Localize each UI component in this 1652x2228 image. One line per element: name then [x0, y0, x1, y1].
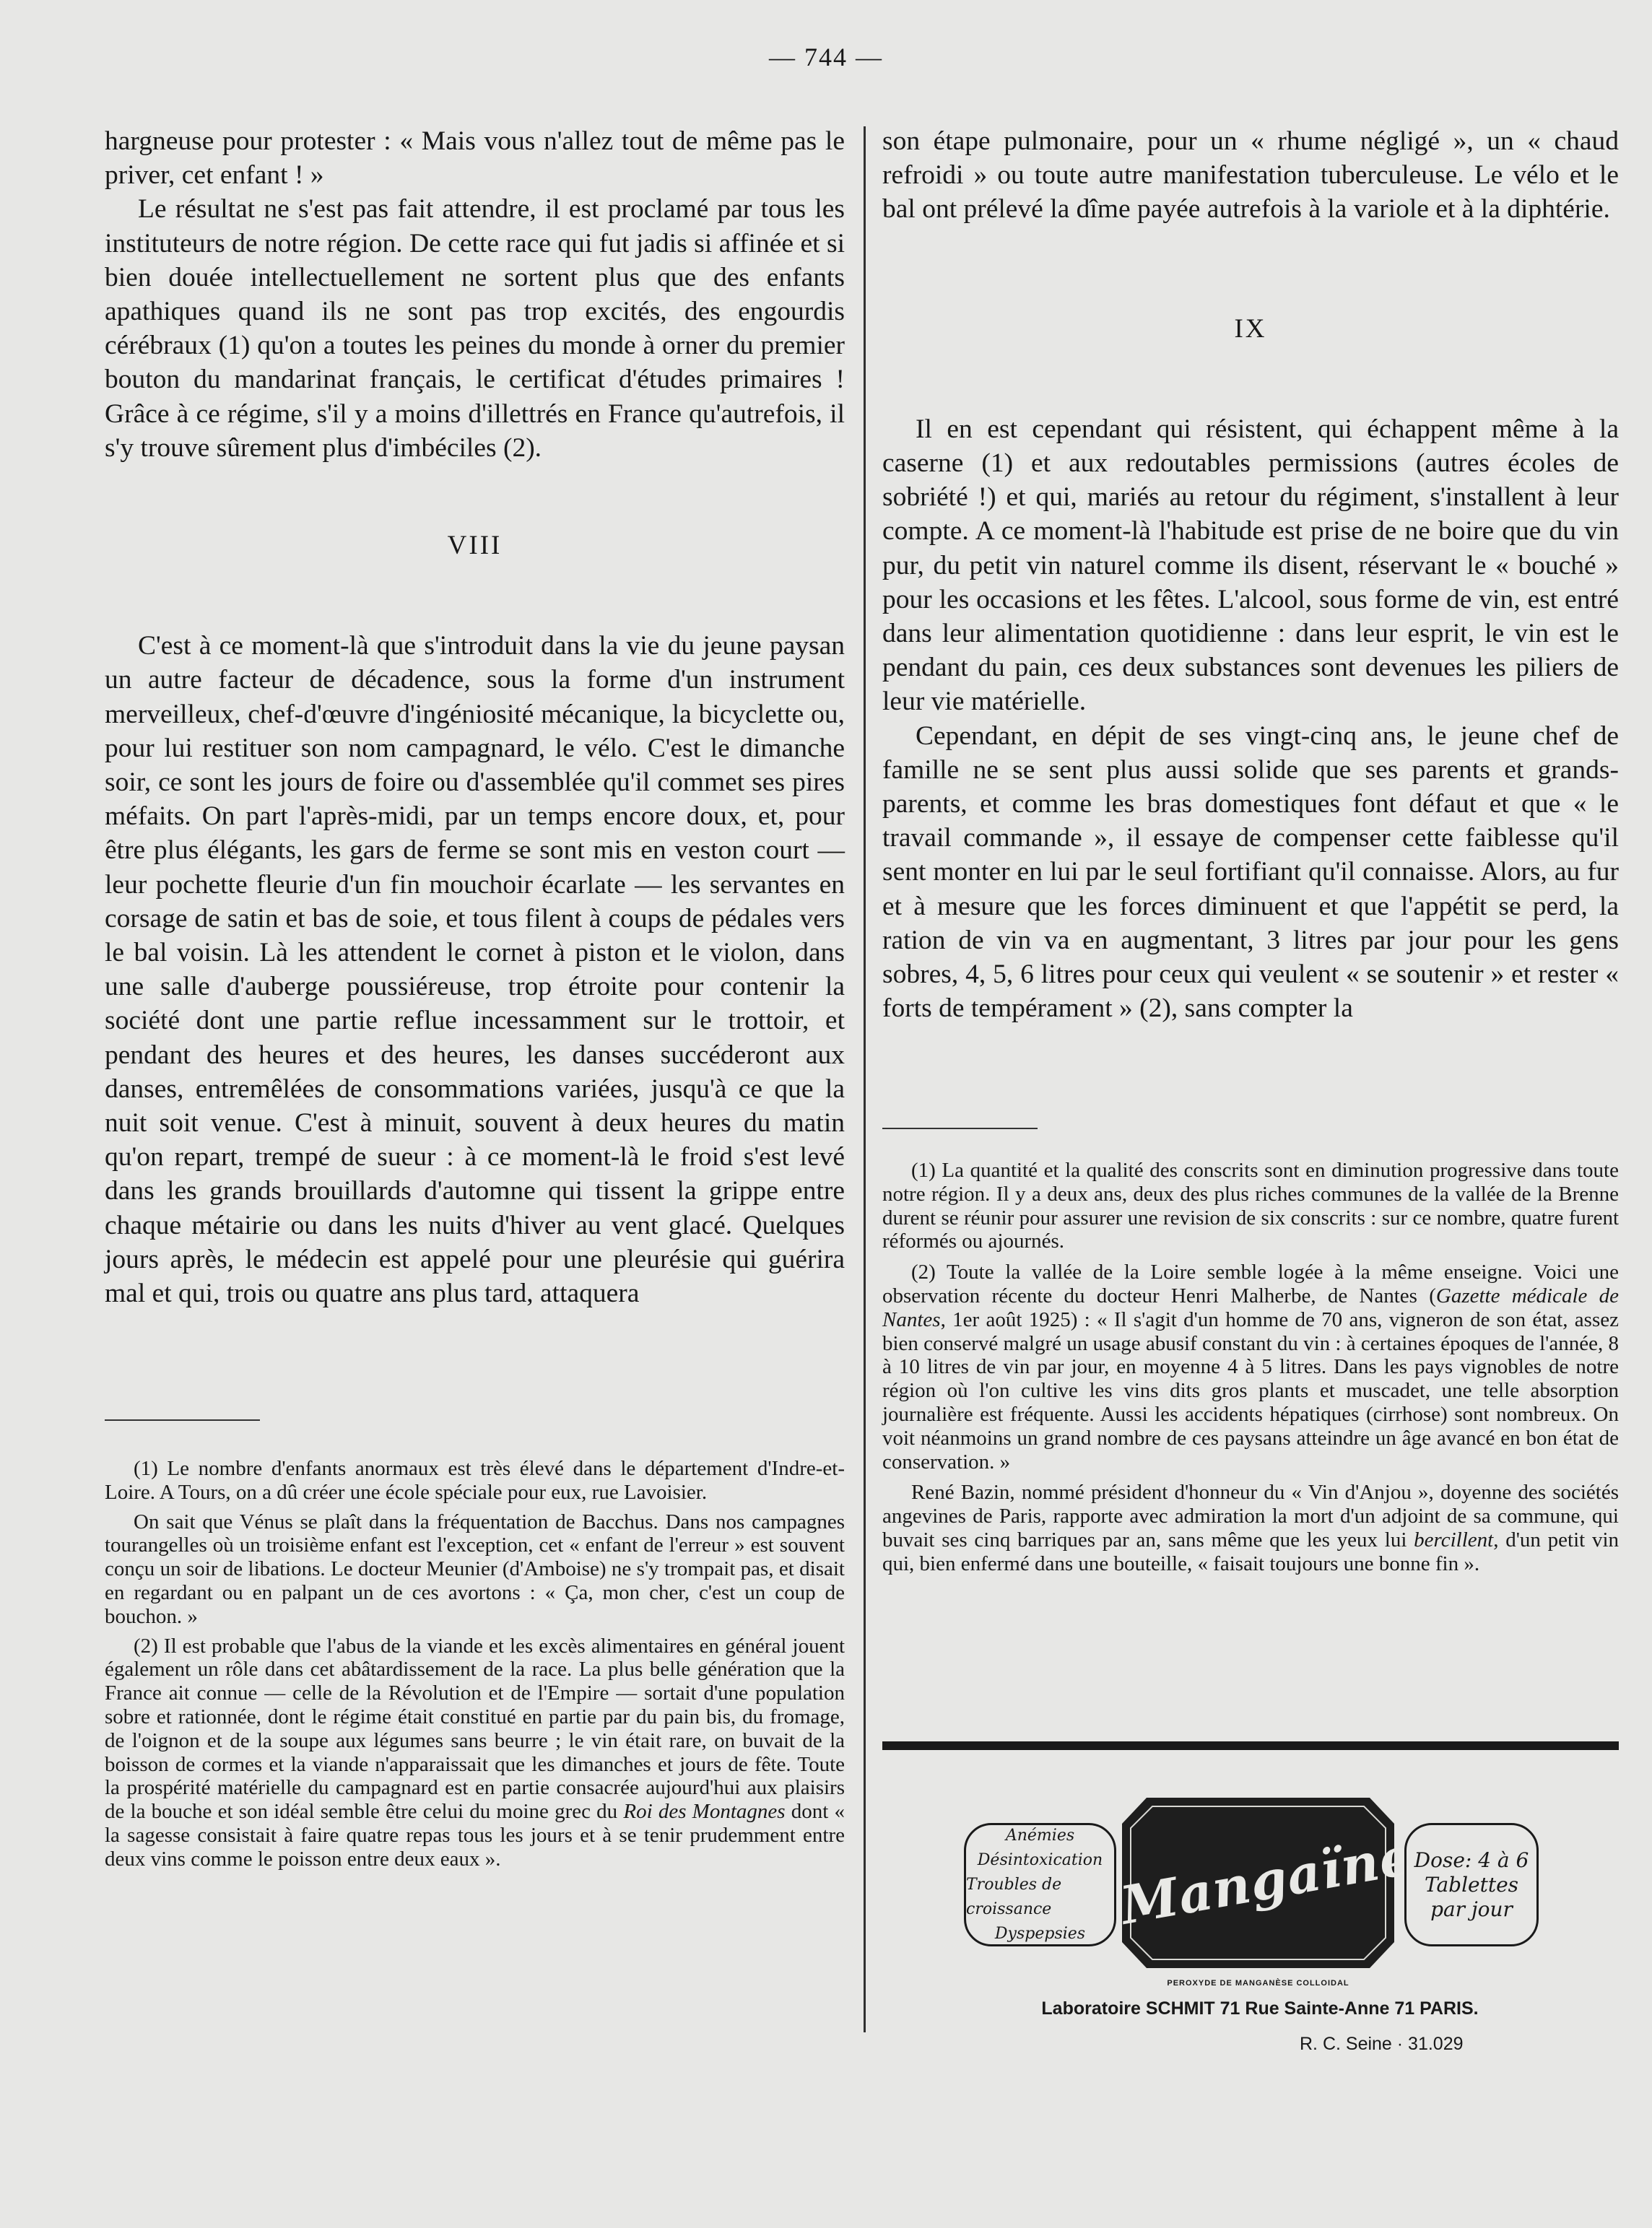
ad-dosage-line: par jour: [1430, 1897, 1513, 1921]
ad-indication: Troubles de croissance: [966, 1875, 1062, 1918]
page-number: — 744 —: [769, 43, 883, 71]
advertisement-top-rule: [882, 1741, 1619, 1750]
footnote-right-3-word: bercillent: [1414, 1528, 1494, 1552]
column-divider: [864, 126, 866, 2032]
footnote-right-2-a: (2) Toute la vallée de la Loire semble logée à la même enseigne. Voici une observation récente du docteur Henri Malherbe, de Nantes (: [882, 1261, 1619, 1307]
ad-indication: Désintoxication: [977, 1850, 1103, 1869]
ad-dosage-box: [1404, 1823, 1539, 1946]
paragraph-result: Le résultat ne s'est pas fait attendre, il est proclamé par tous les instituteurs de notre région. De cette race qui fut jadis si affinée et si bien douée intellectuellement ne sortent plus que des enfants apathiques quand ils ne sont pas trop excités, des engourdis cérébraux (1) qu'on a toutes les peines du monde à orner du premier bouton du mandarinat français, le certificat d'études primaires ! Grâce à ce régime, s'il y a moins d'illettrés en France qu'autrefois, il s'y trouve sûrement plus d'imbéciles (2).: [105, 194, 845, 463]
footnote-2: [105, 1635, 845, 1871]
footnote-1-continued: On sait que Vénus se plaît dans la fréquentation de Bacchus. Dans nos campagnes tourangelles où un troisième enfant est l'exception, cet « enfant de l'erreur » est souvent conçu un soir de libations. Le docteur Meunier (d'Amboise) ne s'y trompait pas, et disait en regardant ou en palpant un de ces avortons : « Ça, mon cher, c'est un coup de bouchon. »: [105, 1510, 845, 1628]
footnote-right-3-b: , d'un petit vin qui, bien enfermé dans une bouteille, « faisait toujours une bonne fin ».: [882, 1528, 1620, 1575]
paragraph-viii: C'est à ce moment-là que s'introduit dans la vie du jeune paysan un autre facteur de décadence, sous la forme d'un instrument merveilleux, chef-d'œuvre d'ingéniosité mécanique, la bicyclette ou, pour lui restituer son nom campagnard, le vélo. C'est le dimanche soir, ce sont les jours de foire ou d'assemblée qu'il commet ses pires méfaits. On part l'après-midi, par un temps encore doux, et, pour être plus élégants, les gars de ferme se sont mis en veston court — leur pochette fleurie d'un fin mouchoir écarlate — les servantes en corsage de satin et bas de soie, et tous filent à coups de pédales vers le bal voisin. Là les attendent le cornet à piston et le violon, dans une salle d'auberge poussiéreuse, trop étroite pour contenir la société dont une partie reflue incessamment sur le trottoir, et pendant des heures et des heures, les danses succéderont aux danses, entremêlées de consommations variées, jusqu'à ce que la nuit soit venue. C'est à minuit, souvent à deux heures du matin qu'on repart, trempé de sueur : à ce moment-là le froid s'est levé dans les grands brouillards d'automne qui tissent la grippe entre chaque métairie ou dans les nuits d'hiver au vent glacé. Quelques jours après, le médecin est appelé pour une pleurésie qui guérira mal et qui, trois ou quatre ans plus tard, attaquera: [105, 631, 845, 1309]
ad-dosage-line: Tablettes: [1424, 1872, 1519, 1897]
ad-brand-logo: [1116, 1795, 1418, 1971]
footnote-1: (1) Le nombre d'enfants anormaux est très élevé dans le département d'Indre-et-Loire. A Tours, on a dû créer une école spéciale pour eux, rue Lavoisier.: [105, 1457, 845, 1504]
footnote-rule-left: [105, 1419, 260, 1421]
left-column: [105, 124, 845, 1310]
paragraph-ix-2: Cependant, en dépit de ses vingt-cinq ans, le jeune chef de famille ne se sent plus aussi solide que ses parents et grands-parents, et comme les bras domestiques font défaut et que « le travail commande », il essaye de compenser cette faiblesse qu'il sent monter en lui par le seul fortifiant qu'il connaisse. Alors, au fur et à mesure que les forces diminuent et que l'appétit se perd, la ration de vin va en augmentant, 3 litres par jour pour les gens sobres, 4, 5, 6 litres pour ceux qui veulent « se soutenir » et rester « forts de tempérament » (2), sans compter la: [882, 721, 1619, 1024]
footnote-right-2-b: , 1er août 1925) : « Il s'agit d'un homme de 70 ans, vigneron de son état, assez bien conservé malgré un usage abusif constant du vin : à certaines époques de l'année, 8 à 10 litres de vin par jour, en moyenne 4 à 5 litres. Dans les pays vignobles de notre région où l'on cultive les vins dits gros plants et muscadet, une telle absorption journalière est fréquente. Aussi les accidents hépatiques (cirrhose) sont nombreux. On voit néanmoins un grand nombre de ces paysans atteindre un âge avancé en bon état de conservation. »: [882, 1307, 1619, 1474]
footnote-right-2-journal: Gazette médicale de Nantes: [882, 1284, 1619, 1331]
paragraph-continuation-right: son étape pulmonaire, pour un « rhume négligé », un « chaud refroidi » ou toute autre manifestation tuberculeuse. Le vélo et le bal ont prélevé la dîme payée autrefois à la variole et à la diphtérie.: [882, 126, 1619, 225]
footnote-right-3: [882, 1481, 1619, 1575]
footnotes-right: [882, 1159, 1619, 1583]
footnote-right-1: (1) La quantité et la qualité des conscrits sont en diminution progressive dans toute notre région. Il y a deux ans, deux des plus riches communes de la vallée de la Brenne durent se réunir pour assurer une revision de six conscrits : sur ce nombre, quatre furent réformés ou ajournés.: [882, 1159, 1619, 1253]
section-heading-viii: VIII: [447, 531, 503, 561]
footnote-right-2: [882, 1261, 1619, 1474]
paragraph-continuation: hargneuse pour protester : « Mais vous n'allez tout de même pas le priver, cet enfant ! »: [105, 126, 845, 191]
right-column: [882, 124, 1619, 1025]
ad-brand-name: Mangaïne: [1116, 1824, 1418, 1936]
ad-tagline: PEROXYDE DE MANGANÈSE COLLOIDAL: [1167, 1979, 1349, 1988]
footnote-2-book-title: Roi des Montagnes: [623, 1800, 786, 1824]
section-heading-ix: IX: [1234, 313, 1267, 344]
footnotes-left: [105, 1457, 845, 1877]
footnote-2-text: (2) Il est probable que l'abus de la viande et les excès alimentaires en général jouent également un rôle dans cet abâtardissement de la race. La plus belle génération que la France ait connue — celle de la Révolution et de l'Empire — sortait d'une population sobre et rationnée, dont le régime était constitué en partie par du pain bis, du fromage, de l'oignon et de la soupe aux légumes sans beurre ; le vin était rare, on buvait de la boisson de cormes et la viande n'apparaissait que les dimanches et jours de fête. Toute la prospérité matérielle du campagnard est en partie consacrée aujourd'hui aux plaisirs de la bouche et son idéal semble être celui du moine grec du: [105, 1634, 845, 1824]
footnote-2-end: dont « la sagesse consistait à faire quatre repas tous les jours et à se tenir prudemment entre deux vins comme le poisson entre deux eaux ».: [105, 1800, 845, 1871]
ad-registration: R. C. Seine · 31.029: [1300, 2034, 1464, 2054]
ad-indication: Anémies: [1005, 1826, 1075, 1845]
ad-indication: Dyspepsies: [994, 1924, 1086, 1943]
ad-address: Laboratoire SCHMIT 71 Rue Sainte-Anne 71 PARIS.: [1041, 1998, 1479, 2019]
ad-dosage-line: Dose: 4 à 6: [1414, 1848, 1529, 1872]
footnote-right-3-a: René Bazin, nommé président d'honneur du « Vin d'Anjou », doyenne des sociétés angevines de Paris, rapporte avec admiration la mort d'un adjoint de sa commune, qui buvait ses cinq barriques par an, sans même que les yeux lui: [882, 1481, 1619, 1552]
ad-indications-box: [964, 1823, 1116, 1946]
paragraph-ix-1: Il en est cependant qui résistent, qui échappent même à la caserne (1) et aux redoutables permissions (autres écoles de sobriété !) et qui, mariés au retour du régiment, s'installent à leur compte. A ce moment-là l'habitude est prise de ne boire que du vin pur, du petit vin naturel comme ils disent, réservant le « bouché » pour les occasions et les fêtes. L'alcool, sous forme de vin, est entré dans leur alimentation quotidienne : dans leur esprit, le vin est le pendant du pain, ces deux substances sont devenues les piliers de leur vie matérielle.: [882, 414, 1619, 717]
footnote-rule-right: [882, 1128, 1038, 1129]
